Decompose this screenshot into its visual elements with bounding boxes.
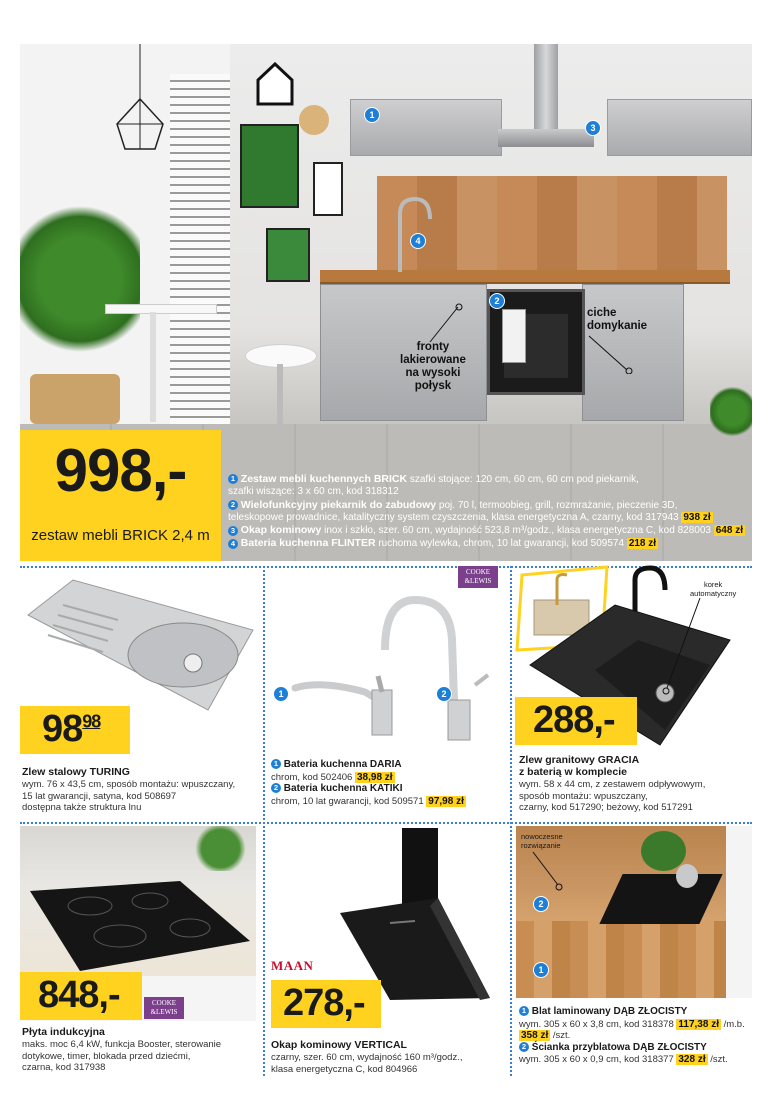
- faucets-num-2: 2: [271, 783, 281, 793]
- hero-marker-4: 4: [410, 233, 426, 249]
- annotation-line-ciche: [587, 334, 637, 374]
- worktop-item2-desc: wym. 305 x 60 x 0,9 cm, kod 318377: [519, 1054, 677, 1065]
- herbs-plant: [641, 831, 686, 871]
- gracia-title: Zlew granitowy GRACIA z baterią w komplecie: [519, 754, 640, 778]
- worktop-note-pointer: [528, 850, 568, 895]
- hero-item-1-desc: szafki stojące: 120 cm, 60 cm, 60 cm pod piekarnik,: [407, 474, 639, 485]
- faucet-icon: [385, 194, 435, 274]
- faucets-item2-price: 97,98 zł: [428, 795, 464, 807]
- steel-sink-image: [18, 575, 258, 715]
- hero-item-2-name: Wielofunkcyjny piekarnik do zabudowy: [240, 498, 437, 511]
- faucet-marker-2: 2: [436, 686, 452, 702]
- worktop-text: [519, 1006, 759, 1066]
- hoodv-price-box: [271, 980, 381, 1028]
- worktop-item1-unit1: /m.b.: [723, 1018, 745, 1030]
- hero-marker-1: 1: [364, 107, 380, 123]
- induction-price-box: [20, 972, 142, 1020]
- worktop-item2-unit: /szt.: [710, 1054, 728, 1065]
- worktop-item2-title: Ścianka przyblatowa DĄB ZŁOCISTY: [531, 1041, 707, 1053]
- faucets-num-1: 1: [271, 759, 281, 769]
- induction-title: Płyta indukcyjna: [22, 1026, 105, 1038]
- maan-logo: MAAN: [271, 958, 314, 973]
- hero-item-3-num: 3: [228, 526, 238, 536]
- cooke-lewis-line: COOKE: [465, 568, 491, 576]
- worktop-num-2: 2: [519, 1042, 529, 1052]
- worktop-item1-title: Blat laminowany DĄB ZŁOCISTY: [531, 1006, 688, 1017]
- hero-marker-2: 2: [489, 293, 505, 309]
- worktop-marker-1: 1: [533, 962, 549, 978]
- turing-price-box: [20, 706, 130, 754]
- window-blinds: [170, 74, 230, 424]
- worktop-num-1: 1: [519, 1006, 529, 1016]
- faucets-item2-desc: chrom, 10 lat gwarancji, kod 509571: [271, 795, 427, 807]
- gracia-price-box: [515, 697, 637, 745]
- worktop-note: nowoczesne rozwiązanie: [521, 832, 563, 850]
- towel: [502, 309, 526, 363]
- faucets-item1-title: Bateria kuchenna DARIA: [283, 759, 402, 770]
- cabinet-side: [726, 826, 752, 998]
- house-frame-icon: [256, 62, 294, 106]
- hero-item-3-price: 648 zł: [715, 525, 743, 537]
- table-top: [105, 304, 217, 314]
- induction-desc-line: dotykowe, timer, blokada przed dziećmi,: [22, 1050, 191, 1062]
- faucet-marker-1: 1: [273, 686, 289, 702]
- worktop-item1-price2: 358 zł: [521, 1030, 549, 1041]
- annotation-ciche: ciche domykanie: [587, 307, 648, 332]
- hoodv-desc-line: klasa energetyczna C, kod 804966: [271, 1063, 418, 1075]
- induction-desc: [22, 1039, 258, 1074]
- hero-item-3-name: Okap kominowy: [240, 524, 322, 537]
- hoodv-desc-line: czarny, szer. 60 cm, wydajność 160 m³/godz.,: [271, 1052, 463, 1063]
- gracia-desc-line: sposób montażu: wpuszczany,: [519, 790, 648, 802]
- annotation-line-fronty: [425, 302, 465, 344]
- hoodv-desc: [271, 1052, 507, 1075]
- plant-big: [20, 194, 140, 364]
- bar-stool-leg: [277, 364, 283, 434]
- gracia-desc: [519, 779, 755, 814]
- faucets-item1-price: 38,98 zł: [356, 771, 393, 783]
- induction-cooke-logo: [144, 997, 184, 1019]
- hero-item-2-num: 2: [228, 500, 238, 510]
- worktop-item2-price: 328 zł: [678, 1054, 706, 1065]
- leaf-frame: [240, 124, 299, 208]
- faucets-item1-desc: chrom, kod 502406: [271, 771, 355, 783]
- hero-item-4-num: 4: [228, 539, 238, 549]
- hero-item-4: [228, 537, 750, 550]
- hero-price-label: zestaw mebli BRICK 2,4 m: [31, 527, 210, 544]
- wall-clock: [299, 105, 329, 135]
- hero-item-3: [228, 524, 750, 537]
- hero-description: [228, 473, 750, 551]
- hero-price: 998,-: [54, 437, 187, 504]
- hood-chimney: [534, 44, 558, 129]
- turing-desc-line: wym. 76 x 43,5 cm, sposób montażu: wpuszczany,: [22, 779, 236, 790]
- pendant-lamp-icon: [105, 44, 175, 164]
- hero-item-1: [228, 473, 750, 499]
- hero-price-box: [20, 430, 221, 561]
- leaf-frame-2: [266, 228, 310, 282]
- hob-in-photo: [599, 874, 722, 924]
- induction-cooke-line: COOKE: [151, 999, 177, 1007]
- kettle: [676, 864, 698, 888]
- divider-left: [263, 566, 265, 1076]
- turing-title: Zlew stalowy TURING: [22, 766, 130, 778]
- hero-marker-3: 3: [585, 120, 601, 136]
- turing-price-main: 98: [42, 708, 83, 750]
- hero-item-4-desc: ruchoma wylewka, chrom, 10 lat gwarancji, kod 509574: [375, 538, 627, 550]
- turing-price-cents: 98: [82, 711, 101, 732]
- letters-frame: [313, 162, 343, 216]
- turing-desc-line: dostępna także struktura lnu: [22, 802, 142, 813]
- divider-middle: [20, 822, 752, 824]
- induction-desc-line: maks. moc 6,4 kW, funkcja Booster, sterowanie: [22, 1039, 222, 1050]
- hero-item-4-price: 218 zł: [628, 538, 657, 550]
- hero-item-2: [228, 499, 750, 525]
- hero-item-1-num: 1: [228, 474, 238, 484]
- annotation-fronty: fronty lakierowane na wysoki połysk: [400, 341, 466, 392]
- turing-desc: [22, 779, 258, 814]
- plant-basket: [30, 374, 120, 424]
- oak-worktop: [516, 921, 752, 998]
- worktop-item1-unit2: /szt.: [552, 1030, 571, 1041]
- worktop-marker-2: 2: [533, 896, 549, 912]
- induction-price: 848,-: [38, 974, 120, 1016]
- worktop: [320, 270, 730, 284]
- hoodv-title: Okap kominowy VERTICAL: [271, 1039, 407, 1051]
- korek-pointer: [655, 596, 715, 696]
- turing-desc-line: 15 lat gwarancji, satyna, kod 508697: [22, 790, 177, 802]
- hero-item-2-desc2: teleskopowe prowadnice, katalityczny system czyszczenia, klasa energetyczna A, czarny, kod 317943: [228, 511, 682, 523]
- hero-item-1-desc2: szafki wiszące: 3 x 60 cm, kod 318312: [228, 486, 399, 498]
- plant-small: [710, 384, 752, 439]
- faucets-item2-title: Bateria kuchenna KATIKI: [283, 783, 403, 794]
- worktop-item1-desc: wym. 305 x 60 x 3,8 cm, kod 318378: [519, 1018, 677, 1030]
- gracia-desc-line: czarny, kod 517290; beżowy, kod 517291: [519, 802, 693, 813]
- hero-item-1-name: Zestaw mebli kuchennych BRICK: [240, 473, 408, 485]
- induction-hob-icon: [20, 856, 256, 986]
- induction-cooke-line: &LEWIS: [150, 1008, 178, 1016]
- chimney-hood: [498, 44, 594, 149]
- table-leg: [150, 312, 156, 422]
- hood-base: [498, 129, 594, 147]
- hero-item-2-price: 938 zł: [683, 511, 711, 523]
- faucets-image: [290, 580, 510, 750]
- cooke-lewis-line: &LEWIS: [464, 577, 492, 585]
- gracia-korek-note: korek automatyczny: [690, 580, 737, 598]
- faucets-text: [271, 759, 507, 807]
- induction-desc-line: czarna, kod 317938: [22, 1062, 106, 1073]
- turing-price: [42, 708, 100, 751]
- hero-item-4-name: Bateria kuchenna FLINTER: [240, 537, 376, 550]
- worktop-item1-price1: 117,38 zł: [678, 1018, 719, 1030]
- hero-item-3-desc: inox i szkło, szer. 60 cm, wydajność 523,8 m³/godz., klasa energetyczna C, kod 828003: [321, 525, 714, 537]
- hoodv-price: 278,-: [283, 982, 365, 1024]
- hero-item-2-desc: poj. 70 l, termoobieg, grill, rozmrażanie, pieczenie 3D,: [436, 499, 678, 511]
- upper-cabinet-2: [607, 99, 752, 156]
- gracia-price: 288,-: [533, 699, 615, 741]
- gracia-desc-line: wym. 58 x 44 cm, z zestawem odpływowym,: [519, 779, 706, 790]
